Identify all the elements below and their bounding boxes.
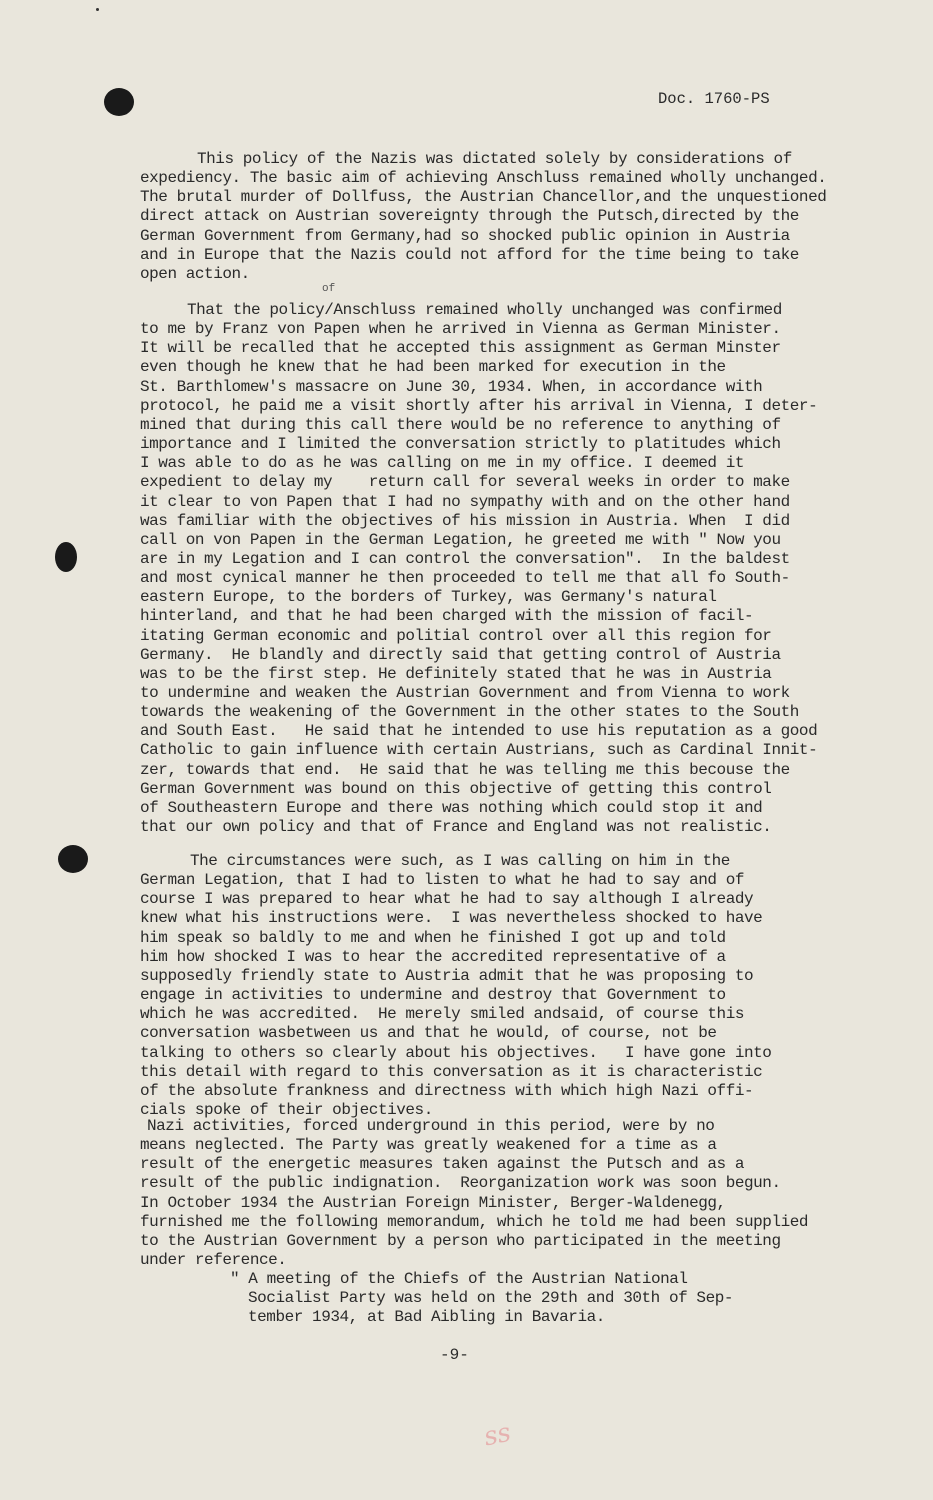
text-line: and in Europe that the Nazis could not afford for the time being to take [140,245,799,264]
text-line: furnished me the following memorandum, which he told me had been supplied [140,1212,809,1231]
text-line: even though he knew that he had been marked for execution in the [140,358,726,377]
text-line: him speak so baldly to me and when he finished I got up and told [140,928,726,947]
text-line: eastern Europe, to the borders of Turkey, was Germany's natural [140,588,717,607]
text-line: are in my Legation and I can control the conversation". In the baldest [140,549,790,568]
text-line: that our own policy and that of France and England was not realistic. [140,818,772,837]
text-line: result of the public indignation. Reorganization work was soon begun. [140,1174,781,1193]
text-line: mined that during this call there would be no reference to anything of [140,415,781,434]
text-line: of Southeastern Europe and there was nothing which could stop it and [140,798,763,817]
text-line: The brutal murder of Dollfuss, the Austrian Chancellor,and the unquestioned [140,188,827,207]
text-line: The circumstances were such, as I was calling on him in the [190,852,730,870]
text-line: him how shocked I was to hear the accredited representative of a [140,947,726,966]
text-line: German Legation, that I had to listen to what he had to say and of [140,871,745,890]
punch-hole-top [104,88,134,116]
paper-speck [96,8,99,11]
text-line: open action. [140,264,250,283]
text-line: Catholic to gain influence with certain Austrians, such as Cardinal Innit- [140,741,818,760]
text-line: call on von Papen in the German Legation, he greeted me with " Now you [140,530,781,549]
text-line: was to be the first step. He definitely stated that he was in Austria [140,664,772,683]
text-line: of the absolute frankness and directness with which high Nazi offi- [140,1081,754,1100]
text-line: under reference. [140,1251,287,1270]
text-line: towards the weakening of the Government in the other states to the South [140,703,799,722]
text-line: I was able to do as he was calling on me in my office. I deemed it [140,454,745,473]
text-line: German Government was bound on this objective of getting this control [140,779,772,798]
text-line: course I was prepared to hear what he had to say although I already [140,890,754,909]
text-line: it clear to von Papen that I had no sympathy with and on the other hand [140,492,790,511]
interlinear-insertion: of [322,283,336,295]
text-line: Socialist Party was held on the 29th and 30th of Sep- [248,1289,734,1308]
text-line: importance and I limited the conversation strictly to platitudes which [140,435,781,454]
text-line: direct attack on Austrian sovereignty through the Putsch,directed by the [140,207,799,226]
text-line: result of the energetic measures taken against the Putsch and as a [140,1155,745,1174]
text-line: hinterland, and that he had been charged with the mission of facil- [140,607,754,626]
text-line: itating German economic and politial control over all this region for [140,626,772,645]
text-line: expedient to delay my return call for several weeks in order to make [140,473,790,492]
document-id: Doc. 1760-PS [658,90,770,108]
text-line: It will be recalled that he accepted this assignment as German Minster [140,339,781,358]
text-line: In October 1934 the Austrian Foreign Minister, Berger-Waldenegg, [140,1193,726,1212]
text-line: to the Austrian Government by a person who participated in the meeting [140,1231,781,1250]
text-line: " A meeting of the Chiefs of the Austrian National [230,1270,688,1288]
text-line: knew what his instructions were. I was nevertheless shocked to have [140,909,763,928]
punch-hole-bottom [58,845,88,873]
handwritten-mark: ss [481,1417,514,1453]
text-line: German Government from Germany,had so shocked public opinion in Austria [140,226,790,245]
text-line: means neglected. The Party was greatly weakened for a time as a [140,1136,717,1155]
text-line: That the policy/Anschluss remained wholly unchanged was confirmed [187,301,782,319]
text-line: St. Barthlomew's massacre on June 30, 1934. When, in accordance with [140,377,763,396]
text-line: supposedly friendly state to Austria admit that he was proposing to [140,966,754,985]
text-line: engage in activities to undermine and destroy that Government to [140,986,726,1005]
text-line: zer, towards that end. He said that he was telling me this becouse the [140,760,790,779]
page-number: -9- [440,1346,469,1364]
text-line: to undermine and weaken the Austrian Government and from Vienna to work [140,684,790,702]
text-line: was familiar with the objectives of his mission in Austria. When I did [140,511,790,530]
text-line: talking to others so clearly about his objectives. I have gone into [140,1043,772,1062]
text-line: cials spoke of their objectives. [140,1100,433,1119]
punch-hole-middle [55,542,77,572]
text-line: conversation wasbetween us and that he would, of course, not be [140,1024,717,1043]
text-line: Nazi activities, forced underground in this period, were by no [147,1117,715,1135]
text-line: expediency. The basic aim of achieving Anschluss remained wholly unchanged. [140,169,827,188]
text-line: tember 1934, at Bad Aibling in Bavaria. [248,1308,605,1327]
text-line: to me by Franz von Papen when he arrived in Vienna as German Minister. [140,320,781,339]
text-line: This policy of the Nazis was dictated solely by considerations of [197,150,792,168]
text-line: this detail with regard to this conversation as it is characteristic [140,1062,763,1081]
text-line: and most cynical manner he then proceeded to tell me that all fo South- [140,569,790,588]
text-line: Germany. He blandly and directly said that getting control of Austria [140,645,781,664]
text-line: and South East. He said that he intended to use his reputation as a good [140,722,818,741]
text-line: protocol, he paid me a visit shortly after his arrival in Vienna, I deter- [140,396,818,415]
text-line: which he was accredited. He merely smiled andsaid, of course this [140,1005,745,1024]
